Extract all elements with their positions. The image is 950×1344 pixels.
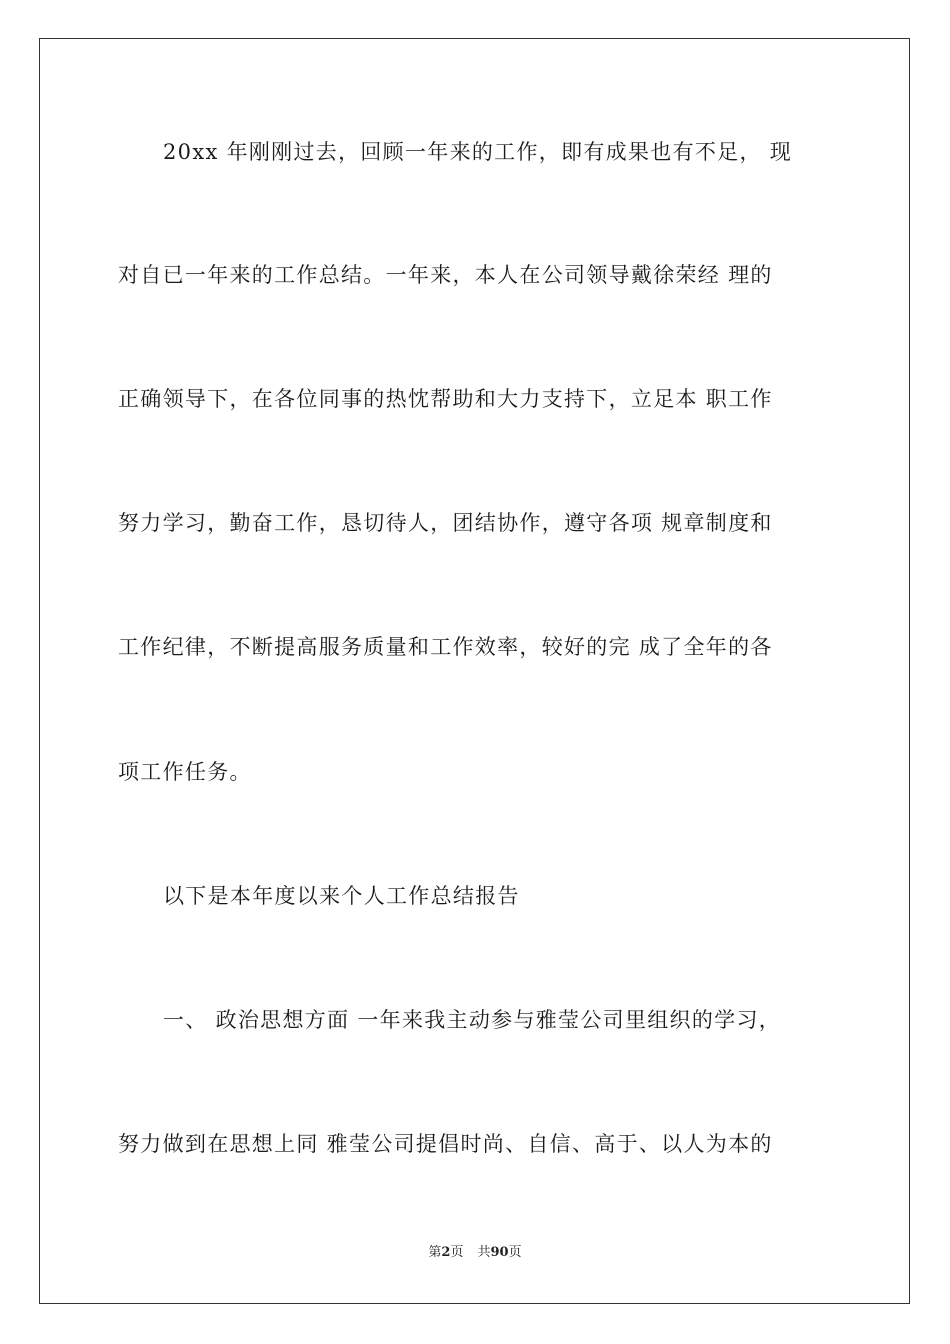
section-intro-line: 以下是本年度以来个人工作总结报告 — [163, 884, 520, 908]
paragraph-line-9: 努力做到在思想上同 雅莹公司提倡时尚、自信、高于、以人为本的 — [118, 1132, 773, 1156]
section-heading-line: 一、 政治思想方面 一年来我主动参与雅莹公司里组织的学习， — [163, 1008, 782, 1032]
paragraph-line-2: 对自已一年来的工作总结。一年来，本人在公司领导戴徐荣经 理的 — [118, 263, 773, 287]
page-number-prefix: 第 — [428, 1245, 442, 1260]
page-number-current: 2 — [441, 1245, 451, 1260]
page-total: 90 — [490, 1245, 509, 1260]
paragraph-line-4: 努力学习，勤奋工作，恳切待人，团结协作，遵守各项 规章制度和 — [118, 511, 773, 535]
paragraph-line-6: 项工作任务。 — [118, 760, 252, 784]
page-footer — [0, 1244, 950, 1262]
page-total-suffix: 页 — [508, 1245, 522, 1260]
paragraph-line-1: 20xx 年刚刚过去，回顾一年来的工作，即有成果也有不足， 现 — [163, 140, 793, 164]
page-total-prefix: 共 — [477, 1245, 491, 1260]
page-border — [39, 38, 910, 1304]
paragraph-line-3: 正确领导下，在各位同事的热忱帮助和大力支持下，立足本 职工作 — [118, 387, 773, 411]
page-number-suffix: 页 — [450, 1245, 464, 1260]
paragraph-line-5: 工作纪律，不断提高服务质量和工作效率，较好的完 成了全年的各 — [118, 635, 773, 659]
